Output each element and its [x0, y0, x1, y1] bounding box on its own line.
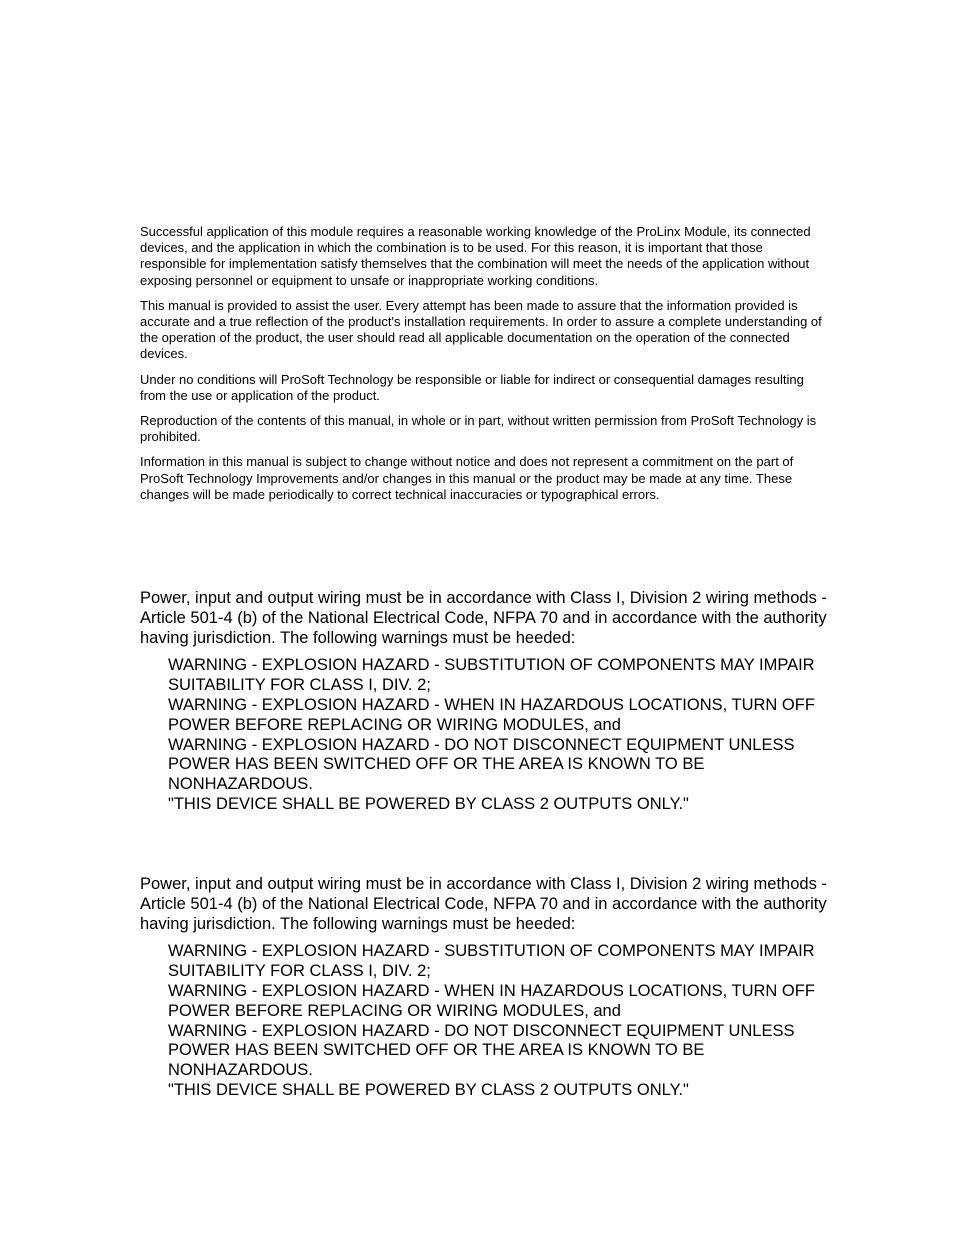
warning-item: "THIS DEVICE SHALL BE POWERED BY CLASS 2 OUTPUTS ONLY."	[168, 1080, 689, 1099]
warning-item: WARNING - EXPLOSION HAZARD - SUBSTITUTION OF COMPONENTS MAY IMPAIR SUITABILITY FOR CLASS I, DIV. 2;	[168, 942, 815, 981]
disclaimer-paragraph: Reproduction of the contents of this manual, in whole or in part, without written permission from ProSoft Technology is prohibited.	[140, 413, 817, 445]
disclaimer-paragraph: Under no conditions will ProSoft Technology be responsible or liable for indirect or consequential damages resulting from the use or application of the product.	[140, 371, 804, 403]
disclaimer-paragraph: This manual is provided to assist the user. Every attempt has been made to assure that the information provided is accurate and a true reflection of the product's installation requirements. In order to assure a complete understanding of the operation of the product, the user should read all applicable documentation on the operation of the connected devices.	[140, 297, 822, 362]
disclaimer-block	[140, 224, 830, 512]
hazard-warning-section	[140, 875, 830, 1101]
warning-item: "THIS DEVICE SHALL BE POWERED BY CLASS 2 OUTPUTS ONLY."	[168, 794, 689, 813]
warning-item: WARNING - EXPLOSION HAZARD - DO NOT DISCONNECT EQUIPMENT UNLESS POWER HAS BEEN SWITCHED OFF OR THE AREA IS KNOWN TO BE NONHAZARDOUS.	[168, 1021, 795, 1080]
warning-list	[168, 656, 830, 814]
warning-item: WARNING - EXPLOSION HAZARD - DO NOT DISCONNECT EQUIPMENT UNLESS POWER HAS BEEN SWITCHED OFF OR THE AREA IS KNOWN TO BE NONHAZARDOUS.	[168, 735, 795, 794]
wiring-intro-paragraph: Power, input and output wiring must be in accordance with Class I, Division 2 wiring methods - Article 501-4 (b) of the National Electrical Code, NFPA 70 and in accordance with the authority having jurisdiction. The following warnings must be heeded:	[140, 875, 827, 933]
wiring-intro-paragraph: Power, input and output wiring must be in accordance with Class I, Division 2 wiring methods - Article 501-4 (b) of the National Electrical Code, NFPA 70 and in accordance with the authority having jurisdiction. The following warnings must be heeded:	[140, 589, 827, 647]
warning-item: WARNING - EXPLOSION HAZARD - WHEN IN HAZARDOUS LOCATIONS, TURN OFF POWER BEFORE REPLACING OR WIRING MODULES, and	[168, 695, 815, 734]
disclaimer-paragraph: Successful application of this module requires a reasonable working knowledge of the ProLinx Module, its connected devices, and the application in which the combination is to be used. For this reason, it is important that those responsible for implementation satisfy themselves that the combination will meet the needs of the application without exposing personnel or equipment to unsafe or inappropriate working conditions.	[140, 224, 811, 288]
warning-item: WARNING - EXPLOSION HAZARD - SUBSTITUTION OF COMPONENTS MAY IMPAIR SUITABILITY FOR CLASS I, DIV. 2;	[168, 656, 815, 695]
warning-item: WARNING - EXPLOSION HAZARD - WHEN IN HAZARDOUS LOCATIONS, TURN OFF POWER BEFORE REPLACING OR WIRING MODULES, and	[168, 981, 815, 1020]
disclaimer-paragraph: Information in this manual is subject to change without notice and does not represent a commitment on the part of ProSoft Technology Improvements and/or changes in this manual or the product may be made at any time. These changes will be made periodically to correct technical inaccuracies or typographical errors.	[140, 454, 794, 502]
warning-list	[168, 942, 830, 1100]
hazard-warning-section	[140, 589, 830, 815]
